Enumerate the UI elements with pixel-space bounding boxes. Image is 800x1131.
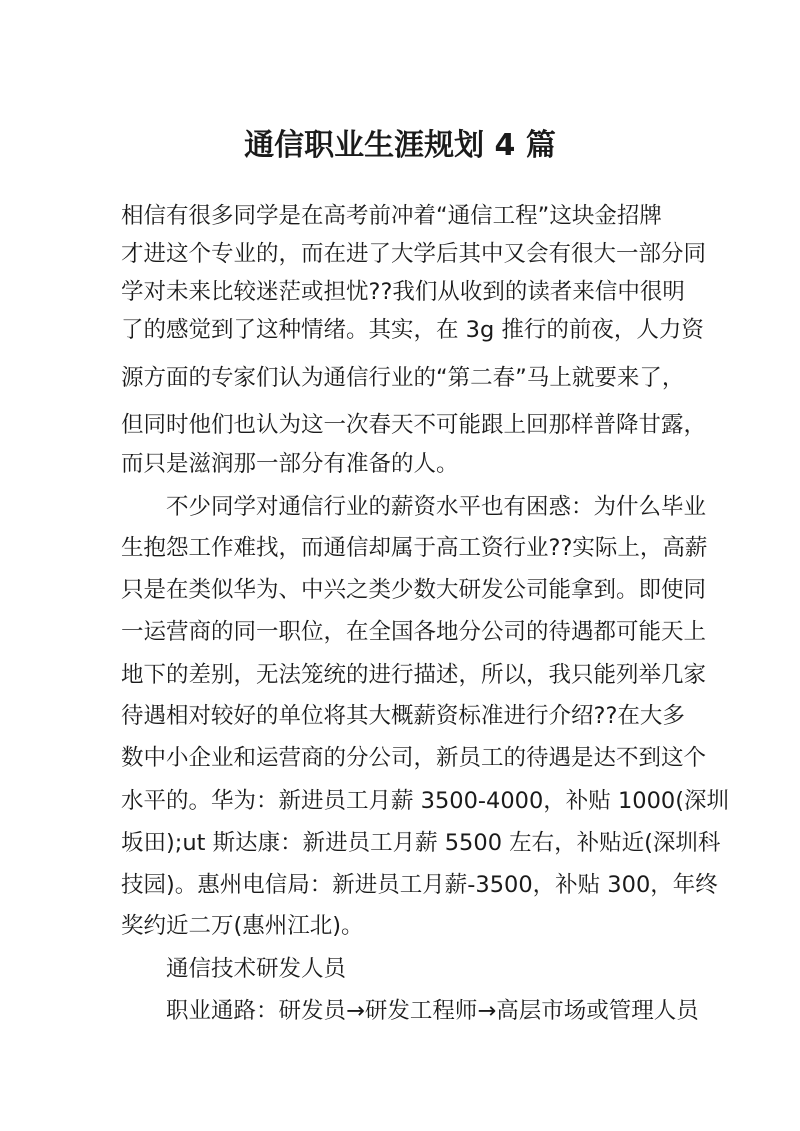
paragraph-line: 但同时他们也认为这一次春天不可能跟上回那样普降甘露， [121,412,707,438]
paragraph-line: 相信有很多同学是在高考前冲着“通信工程”这块金招牌 [121,203,662,229]
paragraph-line: 地下的差别，无法笼统的进行描述，所以，我只能列举几家 [121,662,707,688]
career-path-line: 职业通路：研发员→研发工程师→高层市场或管理人员 [166,998,699,1024]
document-title: 通信职业生涯规划 4 篇 [244,128,556,163]
paragraph-line: 水平的。华为：新进员工月薪 3500-4000，补贴 1000(深圳 [121,788,729,814]
paragraph-line: 数中小企业和运营商的分公司，新员工的待遇是达不到这个 [121,745,707,771]
paragraph-line: 源方面的专家们认为通信行业的“第二春”马上就要来了， [121,365,685,391]
paragraph-line: 技园)。惠州电信局：新进员工月薪-3500，补贴 300，年终 [121,872,718,898]
paragraph-line: 坂田);ut 斯达康：新进员工月薪 5500 左右，补贴近(深圳科 [121,830,721,856]
paragraph-line: 了的感觉到了这种情绪。其实，在 3g 推行的前夜，人力资 [121,317,704,343]
section-heading: 通信技术研发人员 [166,956,347,982]
paragraph-line: 而只是滋润那一部分有准备的人。 [121,451,459,477]
paragraph-line: 生抱怨工作难找，而通信却属于高工资行业??实际上，高薪 [121,535,708,561]
paragraph-line: 才进这个专业的，而在进了大学后其中又会有很大一部分同 [121,241,707,267]
paragraph-line: 只是在类似华为、中兴之类少数大研发公司能拿到。即使同 [121,577,707,603]
paragraph-line: 学对未来比较迷茫或担忧??我们从收到的读者来信中很明 [121,279,685,305]
paragraph-line: 一运营商的同一职位，在全国各地分公司的待遇都可能天上 [121,619,707,645]
paragraph-line: 待遇相对较好的单位将其大概薪资标准进行介绍??在大多 [121,703,685,729]
paragraph-line: 奖约近二万(惠州江北)。 [121,913,364,939]
paragraph-line: 不少同学对通信行业的薪资水平也有困惑：为什么毕业 [166,494,707,520]
